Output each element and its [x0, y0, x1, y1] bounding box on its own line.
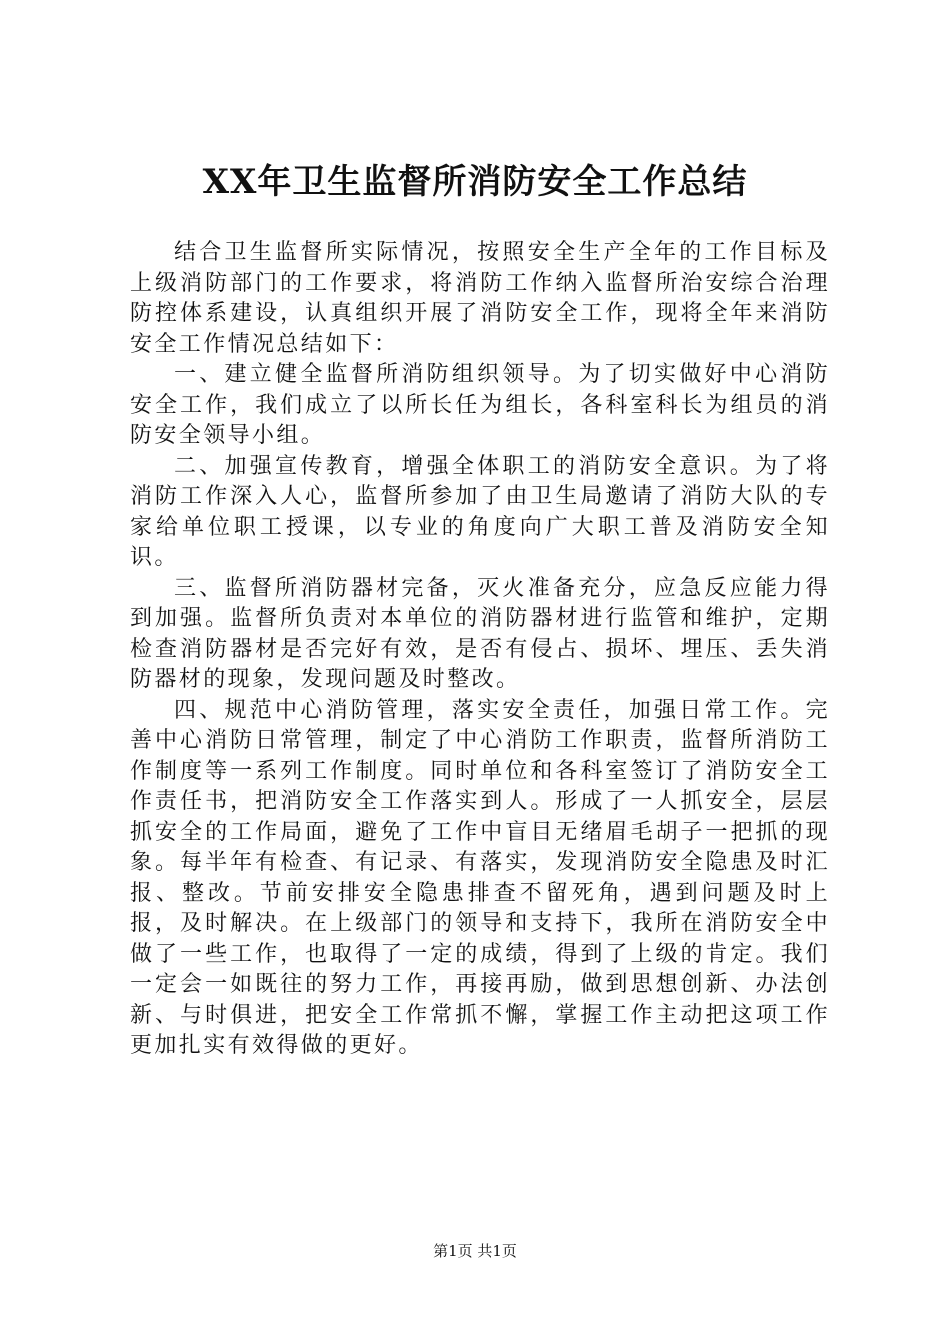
paragraph-section-3: 三、监督所消防器材完备，灭火准备充分，应急反应能力得到加强。监督所负责对本单位的消防器材进行监管和维护，定期检查消防器材是否完好有效，是否有侵占、损坏、埋压、丢失消防器材的现象，发现问题及时整改。 — [130, 575, 830, 692]
document-body — [130, 238, 830, 1062]
paragraph-section-4: 四、规范中心消防管理，落实安全责任，加强日常工作。完善中心消防日常管理，制定了中心消防工作职责，监督所消防工作制度等一系列工作制度。同时单位和各科室签订了消防安全工作责任书，把消防安全工作落实到人。形成了一人抓安全，层层抓安全的工作局面，避免了工作中盲目无绪眉毛胡子一把抓的现象。每半年有检查、有记录、有落实，发现消防安全隐患及时汇报、整改。节前安排安全隐患排查不留死角，遇到问题及时上报，及时解决。在上级部门的领导和支持下，我所在消防安全中做了一些工作，也取得了一定的成绩，得到了上级的肯定。我们一定会一如既往的努力工作，再接再励，做到思想创新、办法创新、与时俱进，把安全工作常抓不懈，掌握工作主动把这项工作更加扎实有效得做的更好。 — [130, 697, 830, 1058]
paragraph-section-2: 二、加强宣传教育，增强全体职工的消防安全意识。为了将消防工作深入人心，监督所参加了由卫生局邀请了消防大队的专家给单位职工授课，以专业的角度向广大职工普及消防安全知识。 — [130, 453, 830, 570]
paragraph-section-1: 一、建立健全监督所消防组织领导。为了切实做好中心消防安全工作，我们成立了以所长任为组长，各科室科长为组员的消防安全领导小组。 — [130, 362, 830, 448]
page-footer: 第1页 共1页 — [433, 1242, 517, 1260]
paragraph-intro: 结合卫生监督所实际情况，按照安全生产全年的工作目标及上级消防部门的工作要求，将消防工作纳入监督所治安综合治理防控体系建设，认真组织开展了消防安全工作，现将全年来消防安全工作情况总结如下： — [130, 240, 830, 357]
document-title: XX年卫生监督所消防安全工作总结 — [202, 162, 748, 202]
